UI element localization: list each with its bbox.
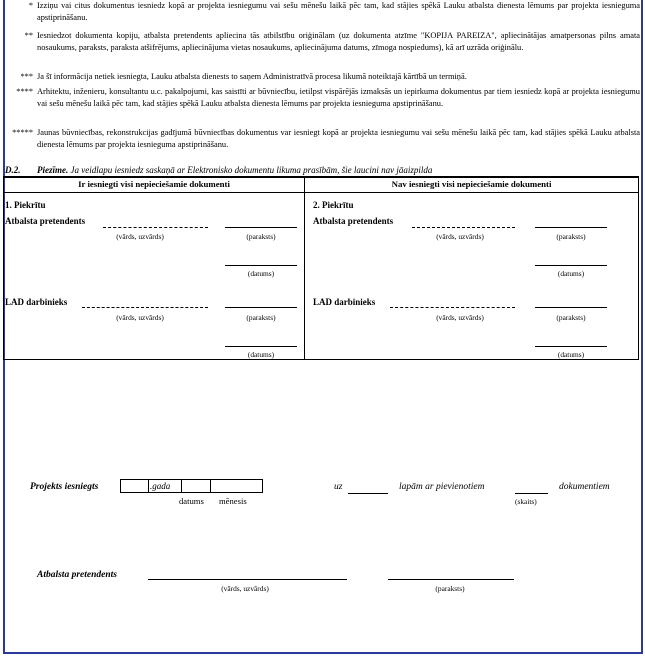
submission-date-boxes[interactable] <box>120 479 263 493</box>
caption-name: (vārds, uzvārds) <box>436 232 484 241</box>
footnote-mark: **** <box>16 87 33 96</box>
footnote-text: Iesniedzot dokumenta kopiju, atbalsta pretendents apliecina tās atbilstību oriģinālam (uz dokumenta atzīme "KOPIJA PAREIZA", apliecinātājas amatpersonas pilns amata nosaukums, paraksts, paraksta atšifrējums, apliecinājuma vietas nosaukums, apliecinājuma datums, zīmoga nospiedums), kā arī uzrāda oriģinālu. <box>37 31 640 52</box>
footnote-text: Arhitektu, inženieru, konsultantu u.c. pakalpojumi, kas saistīti ar būvniecību, ietilpst vispārējās izmaksās un iepirkuma dokumentus par tiem iesniedz kopā ar projekta iesniegumu vai sešu mēnešu laikā pēc tam, kad stājies spēkā Lauku atbalsta dienesta lēmums par projekta iesnieguma apstiprināšanu. <box>37 87 640 108</box>
col1-officer-name-line <box>82 307 208 308</box>
uz-text: uz <box>334 482 343 492</box>
caption-sign: (paraksts) <box>246 313 276 322</box>
caption-date: (datums) <box>557 350 585 359</box>
col1-officer-date-line <box>225 346 297 347</box>
final-sign-caption: (paraksts) <box>435 584 465 593</box>
final-name-caption: (vārds, uzvārds) <box>221 584 269 593</box>
footnote-mark: ***** <box>12 128 33 137</box>
caption-name: (vārds, uzvārds) <box>116 232 164 241</box>
footnote-mark: *** <box>20 72 33 81</box>
month-caption: mēnesis <box>219 496 247 506</box>
gada-text: .gada <box>150 481 171 491</box>
pages-text: lapām ar pievienotiem <box>399 482 485 492</box>
col2-header: Nav iesniegti visi nepieciešamie dokumenti <box>391 179 552 189</box>
footnote-text: Jaunas būvniecības, rekonstrukcijas gadījumā būvniecības dokumentus var iesniegt kopā ar projekta iesniegumu vai sešu mēnešu laikā pēc tam, kad stājies spēkā Lauku atbalsta dienesta lēmums par projekta iesnieguma apstiprināšanu. <box>37 128 640 149</box>
col1-applicant-date-line <box>225 265 297 266</box>
col2-applicant-sign-line <box>535 227 607 228</box>
caption-date: (datums) <box>557 269 585 278</box>
note-line <box>5 165 432 176</box>
footnote-mark: * <box>28 1 33 10</box>
header-rule <box>4 192 638 193</box>
footnote-mark: ** <box>24 31 33 40</box>
col1-applicant-sign-line <box>225 227 297 228</box>
caption-name: (vārds, uzvārds) <box>116 313 164 322</box>
caption-name: (vārds, uzvārds) <box>436 313 484 322</box>
note-section: D.2. <box>5 165 21 175</box>
col2-officer-sign-line <box>535 307 607 308</box>
caption-date: (datums) <box>247 269 275 278</box>
caption-date: (datums) <box>247 350 275 359</box>
footnote-text: Izziņu vai citus dokumentus iesniedz kopā ar projekta iesniegumu vai sešu mēnešu laikā pēc tam, kad stājies spēkā Lauku atbalsta dienesta lēmums par projekta iesnieguma apstiprināšanu. <box>37 1 640 22</box>
note-label: Piezīme. <box>37 165 69 175</box>
final-name-line[interactable] <box>148 579 347 580</box>
col1-applicant-label: Atbalsta pretendents <box>5 216 86 226</box>
col2-officer-name-line <box>390 307 515 308</box>
caption-sign: (paraksts) <box>556 313 586 322</box>
col1-applicant-name-line <box>103 227 208 228</box>
col2-officer-label: LAD darbinieks <box>313 297 376 307</box>
footnote-text: Ja šī informācija netiek iesniegta, Lauku atbalsta dienests to saņem Administratīvā procesa likumā noteiktajā kārtībā un termiņā. <box>37 72 467 81</box>
col2-applicant-date-line <box>535 265 607 266</box>
col2-applicant-label: Atbalsta pretendents <box>313 216 394 226</box>
col2-applicant-name-line <box>412 227 515 228</box>
col2-title: 2. Piekrītu <box>313 200 354 210</box>
caption-sign: (paraksts) <box>246 232 276 241</box>
note-text: Ja veidlapu iesniedz saskaņā ar Elektronisko dokumentu likuma prasībām, šie laucini nav jāaizpilda <box>70 165 433 175</box>
caption-sign: (paraksts) <box>556 232 586 241</box>
col1-header: Ir iesniegti visi nepieciešamie dokumenti <box>78 179 230 189</box>
col1-officer-label: LAD darbinieks <box>5 297 68 307</box>
day-caption: datums <box>179 496 204 506</box>
final-applicant-label: Atbalsta pretendents <box>37 570 117 580</box>
count-caption: (skaits) <box>515 497 537 506</box>
col2-officer-date-line <box>535 346 607 347</box>
col1-officer-sign-line <box>225 307 297 308</box>
documents-count-line[interactable] <box>515 493 548 494</box>
table-divider <box>304 178 305 360</box>
final-sign-line[interactable] <box>388 579 514 580</box>
pages-count-line[interactable] <box>348 493 388 494</box>
documents-text: dokumentiem <box>559 482 610 492</box>
submission-label: Projekts iesniegts <box>30 482 99 492</box>
col1-title: 1. Piekrītu <box>5 200 46 210</box>
